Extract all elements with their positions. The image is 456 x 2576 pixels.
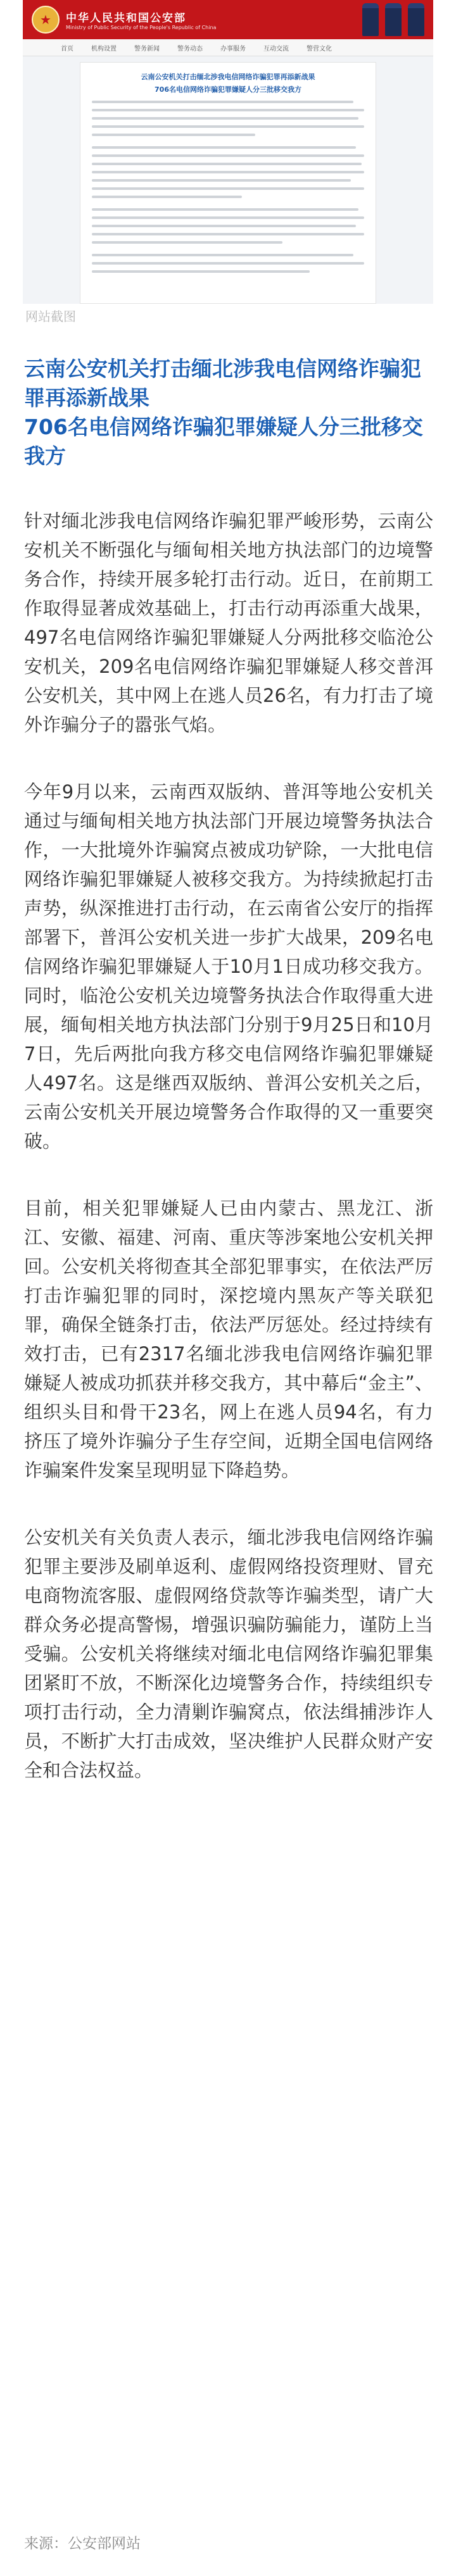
article-source: 来源：公安部网站 xyxy=(24,2535,141,2552)
article-paragraph: 目前，相关犯罪嫌疑人已由内蒙古、黑龙江、浙江、安徽、福建、河南、重庆等涉案地公安机关押回。公安机关将彻查其全部犯罪事实，在依法严厉打击诈骗犯罪的同时，深挖境内黑灰产等关联犯罪，确保全链条打击，依法严厉惩处。经过持续有效打击，已有2317名缅北涉我电信网络诈骗犯罪嫌疑人被成功抓获并移交我方，其中幕后“金主”、组织头目和骨干23名，网上在逃人员94名，有力挤压了境外诈骗分子生存空间，近期全国电信网络诈骗案件发案呈现明显下降趋势。 xyxy=(24,1197,433,1481)
article-title-line2: 706名电信网络诈骗犯罪嫌疑人分三批移交我方 xyxy=(24,415,423,468)
nav-item[interactable]: 警务动态 xyxy=(177,45,203,53)
nav-item[interactable]: 互动交流 xyxy=(263,45,289,53)
nav-item[interactable]: 警务新闻 xyxy=(134,45,160,53)
nav-item[interactable]: 首页 xyxy=(61,45,73,53)
nav-item[interactable]: 办事服务 xyxy=(220,45,246,53)
screenshot-caption: 网站截图 xyxy=(25,309,76,324)
article-body xyxy=(24,506,433,1823)
ministry-name-en: Ministry of Public Security of the People's Republic of China xyxy=(66,25,217,30)
article-paragraph: 针对缅北涉我电信网络诈骗犯罪严峻形势，云南公安机关不断强化与缅甸相关地方执法部门的边境警务合作，持续开展多轮打击行动。近日，在前期工作取得显著成效基础上，打击行动再添重大战果，497名电信网络诈骗犯罪嫌疑人分两批移交临沧公安机关，209名电信网络诈骗犯罪嫌疑人移交普洱公安机关，其中网上在逃人员26名，有力打击了境外诈骗分子的嚣张气焰。 xyxy=(24,510,433,735)
article-paragraph: 今年9月以来，云南西双版纳、普洱等地公安机关通过与缅甸相关地方执法部门开展边境警务执法合作，一大批境外诈骗窝点被成功铲除，一大批电信网络诈骗犯罪嫌疑人被移交我方。为持续掀起打击声势，纵深推进打击行动，在云南省公安厅的指挥部署下，普洱公安机关进一步扩大战果，209名电信网络诈骗犯罪嫌疑人于10月1日成功移交我方。同时，临沧公安机关边境警务执法合作取得重大进展，缅甸相关地方执法部门分别于9月25日和10月7日，先后两批向我方移交电信网络诈骗犯罪嫌疑人497名。这是继西双版纳、普洱公安机关之后，云南公安机关开展边境警务合作取得的又一重要突破。 xyxy=(24,781,433,1152)
site-nav xyxy=(23,39,433,56)
ministry-title xyxy=(66,9,216,30)
article-title xyxy=(24,354,433,471)
website-screenshot xyxy=(23,0,433,304)
police-figures-image xyxy=(362,3,424,36)
nav-item[interactable]: 警营文化 xyxy=(307,45,332,53)
article-card xyxy=(80,62,376,304)
article-title-line1: 云南公安机关打击缅北涉我电信网络诈骗犯罪再添新战果 xyxy=(24,356,421,410)
article-paragraph: 公安机关有关负责人表示，缅北涉我电信网络诈骗犯罪主要涉及刷单返利、虚假网络投资理财、冒充电商物流客服、虚假网络贷款等诈骗类型，请广大群众务必提高警惕，增强识骗防骗能力，谨防上当受骗。公安机关将继续对缅北电信网络诈骗犯罪集团紧盯不放，不断深化边境警务合作，持续组织专项打击行动，全力清剿诈骗窝点，依法缉捕涉诈人员，不断扩大打击成效，坚决维护人民群众财产安全和合法权益。 xyxy=(24,1527,433,1781)
ministry-header xyxy=(23,0,433,39)
police-emblem-icon: ★ xyxy=(32,6,60,34)
ministry-name: 中华人民共和国公安部 xyxy=(66,12,186,25)
nav-item[interactable]: 机构设置 xyxy=(91,45,117,53)
card-body-text xyxy=(92,101,364,273)
card-title-line1: 云南公安机关打击缅北涉我电信网络诈骗犯罪再添新战果 xyxy=(141,73,315,81)
card-title-line2: 706名电信网络诈骗犯罪嫌疑人分三批移交我方 xyxy=(155,85,301,94)
